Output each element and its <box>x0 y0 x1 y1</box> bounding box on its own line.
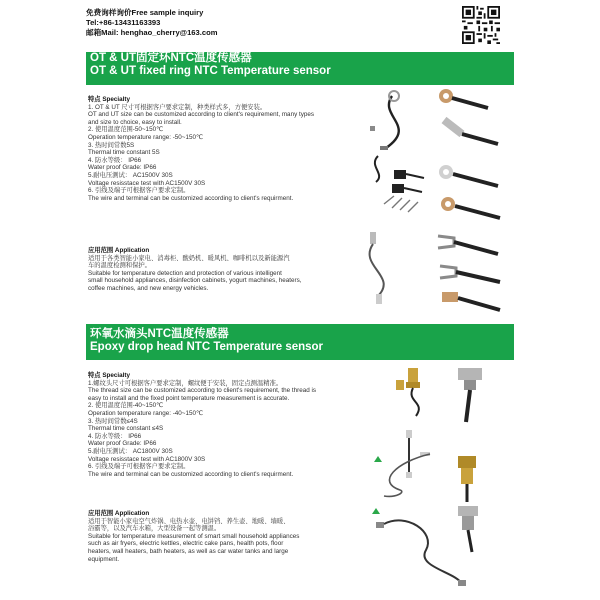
section2-application-title: 应用范围 Application <box>88 510 150 517</box>
spec-line: easy to install and the fixed point temperature measurement is accurate. <box>88 394 290 402</box>
section1-title-en: OT & UT fixed ring NTC Temperature sensor <box>90 65 331 77</box>
section1-application <box>88 247 370 293</box>
app-line: equipment. <box>88 555 120 563</box>
spec-line: 1. OT & UT 尺寸可根据客户要求定制，种类样式多，方便安装。 <box>88 103 267 111</box>
section1-specialty <box>88 96 360 202</box>
section1-title-cn: OT & UT固定环NTC温度传感器 <box>90 52 252 64</box>
mail-text[interactable]: 邮箱Mail: henghao_cherry@163.com <box>86 28 218 37</box>
spec-line: 5.耐电压测试： AC1800V 30S <box>88 447 173 455</box>
spec-line: 2. 使用温度范围-50~150℃ <box>88 126 164 134</box>
spec-line: Voltage resisstace test with AC1500V 30S <box>88 179 206 187</box>
app-line: Suitable for temperature measurement of smart small household appliances <box>88 532 300 540</box>
app-line: small household appliances, disinfection cabinets, yogurt machines, heaters, <box>88 277 302 285</box>
spec-line: 4. 防水等级： IP66 <box>88 156 142 164</box>
app-line: coffee machines, and new energy vehicles. <box>88 284 209 292</box>
brass-hex-sensor-image <box>458 456 476 502</box>
section2-specialty <box>88 372 373 478</box>
section1-title-band <box>86 52 514 85</box>
spec-line: Thermal time constant ≤4S <box>88 425 164 433</box>
section2-title-en: Epoxy drop head NTC Temperature sensor <box>90 341 324 353</box>
spec-line: Voltage resisstace test with AC1800V 30S <box>88 455 206 463</box>
section1-application-title: 应用范围 Application <box>88 247 150 254</box>
section2-application <box>88 510 373 563</box>
stainless-hex-sensor-image <box>458 506 478 552</box>
spec-line: OT and UT size can be customized according to client's requirement, many types <box>88 111 315 119</box>
spec-line: Thermal time constant 5S <box>88 149 160 157</box>
app-line: 适用于各类智能小家电、消毒柜、酸奶机、暖风机、咖啡机以及新能源汽 <box>88 254 290 262</box>
tel-text: Tel:+86-13431163393 <box>86 18 161 27</box>
ot-ring-terminal-image <box>439 165 500 218</box>
section2-title-band <box>86 324 514 360</box>
contact-header <box>86 8 514 48</box>
leaf-logo-icon <box>372 456 382 514</box>
spec-line: The wire and terminal can be customized according to client's requirment. <box>88 470 294 478</box>
spec-line: 5.耐电压测试： AC1500V 30S <box>88 171 173 179</box>
ot-ring-terminal-image <box>439 89 488 108</box>
qr-code-icon[interactable] <box>462 6 500 44</box>
section2-product-images <box>366 362 514 592</box>
spec-line: 3. 热时间常数≤4S <box>88 417 138 425</box>
ut-fork-terminal-image <box>438 236 500 310</box>
spec-line: Operation temperature range: -50~150℃ <box>88 133 204 141</box>
brass-thread-sensor-image <box>396 368 420 416</box>
section2-specialty-title: 特点 Specialty <box>88 372 130 379</box>
section1-product-images <box>358 86 514 318</box>
ot-ring-terminal-image <box>444 120 498 144</box>
spec-line: Water proof Grade: IP66 <box>88 440 157 448</box>
spec-line: Operation temperature range: -40~150℃ <box>88 409 204 417</box>
sensor-cable-loop-image <box>376 520 466 586</box>
small-ntc-sensor-image <box>384 170 424 212</box>
spec-line: 2. 使用温度范围-40~150℃ <box>88 402 164 410</box>
spec-line: 3. 热时间常数5S <box>88 141 135 149</box>
app-line: heaters, wall heaters, bath heaters, as well as car water tanks and large <box>88 547 289 555</box>
sensor-cable-connector-image <box>370 232 384 304</box>
spec-line: 6. 引线及端子可根据客户要求定制。 <box>88 187 190 195</box>
stainless-thread-sensor-image <box>458 368 482 422</box>
app-line: 适用于智能小家电空气炸锅、电热水壶、电饼铛、养生壶、地暖、墙暖、 <box>88 517 290 525</box>
spec-line: The thread size can be customized according to client's requirement, the thread is <box>88 387 317 395</box>
spec-line: 6. 引线及端子可根据客户要求定制。 <box>88 463 190 471</box>
spec-line: 1.螺纹头尺寸可根据客户要求定制，螺纹便于安装，固定点测温精准。 <box>88 379 283 387</box>
inquiry-text: 免费询样询价Free sample inquiry <box>86 8 204 17</box>
spec-line: and size to choice, easy to install. <box>88 118 182 126</box>
spec-line: 4. 防水等级： IP66 <box>88 432 142 440</box>
epoxy-drop-sensor-cable-image <box>406 430 412 478</box>
spec-line: Water proof Grade: IP66 <box>88 164 157 172</box>
section1-specialty-title: 特点 Specialty <box>88 96 130 103</box>
app-line: 车的温度检测和保护。 <box>88 262 151 270</box>
spec-line: The wire and terminal can be customized according to client's requirment. <box>88 194 294 202</box>
app-line: Suitable for temperature detection and protection of various intelligent <box>88 269 282 277</box>
ring-sensor-cable-image <box>370 91 399 182</box>
app-line: 浴霸等，以及汽车水箱，大型设备一起等测温。 <box>88 525 221 533</box>
section2-title-cn: 环氧水滴头NTC温度传感器 <box>90 328 229 340</box>
app-line: such as air fryers, electric kettles, electric cake pans, health pots, floor <box>88 540 284 548</box>
